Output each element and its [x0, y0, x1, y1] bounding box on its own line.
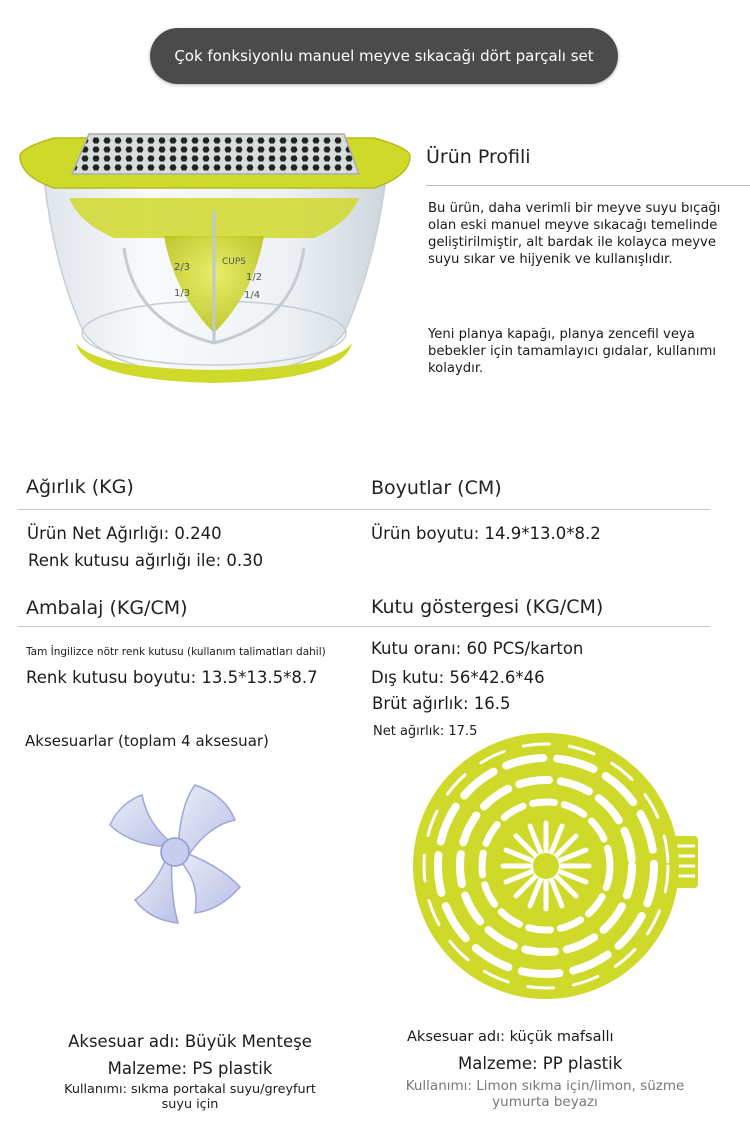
accessory2-usage [390, 1078, 700, 1110]
product-size: Ürün boyutu: 14.9*13.0*8.2 [371, 524, 601, 543]
accessory1-usage-line1: Kullanımı: sıkma portakal suyu/greyfurt [64, 1082, 316, 1097]
carton-ratio: Kutu oranı: 60 PCS/karton [371, 639, 584, 658]
profile-planer-note: Yeni planya kapağı, planya zencefil veya bebekler için tamamlayıcı gıdalar, kullanımı kolaydır. [428, 327, 717, 376]
title-text: Çok fonksiyonlu manuel meyve sıkacağı dört parçalı set [174, 47, 594, 65]
cup-label-1-3: 1/3 [174, 288, 191, 299]
accessory2-usage-line1: Kullanımı: Limon sıkma için/limon, süzme [405, 1078, 685, 1094]
cup-label-2-3: 2/3 [174, 262, 191, 273]
profile-description: Bu ürün, daha verimli bir meyve suyu bıçağı olan eski manuel meyve sıkacağı temelinde geliştirilmiştir, alt bardak ile kolayca meyve suyu sıkar ve hijyenik ve kullanışlıdır. [428, 201, 721, 267]
cup-label-1-4: 1/4 [244, 290, 261, 301]
outer-box: Dış kutu: 56*42.6*46 [371, 668, 545, 687]
packaging-heading: Ambalaj (KG/CM) [26, 597, 188, 619]
juicer-product-image [14, 118, 416, 393]
large-hinge-accessory-image [100, 775, 250, 930]
accessory1-material: Malzeme: PS plastik [107, 1059, 273, 1078]
profile-divider [426, 185, 750, 186]
accessory1-usage-line2: suyu için [161, 1097, 219, 1112]
weight-heading: Ağırlık (KG) [26, 476, 134, 498]
section-divider [18, 626, 710, 627]
cup-label-1-2: 1/2 [246, 272, 263, 283]
accessory2-material: Malzeme: PP plastik [458, 1054, 623, 1073]
section-divider [18, 509, 710, 510]
accessories-heading: Aksesuarlar (toplam 4 aksesuar) [25, 732, 269, 750]
cup-label-cups: CUPS [222, 257, 247, 267]
accessory1-usage [30, 1082, 350, 1112]
profile-title: Ürün Profili [426, 146, 531, 168]
carton-net-weight: Net ağırlık: 17.5 [373, 724, 478, 739]
accessory2-name: Aksesuar adı: küçük mafsallı [407, 1029, 614, 1045]
dimensions-heading: Boyutlar (CM) [371, 477, 502, 499]
color-box-size: Renk kutusu boyutu: 13.5*13.5*8.7 [26, 668, 318, 687]
carton-heading: Kutu göstergesi (KG/CM) [371, 596, 604, 618]
title-banner [150, 28, 618, 84]
accessory2-usage-line2: yumurta beyazı [492, 1094, 598, 1110]
small-joint-accessory-image [405, 728, 700, 1010]
accessory1-name: Aksesuar adı: Büyük Menteşe [68, 1032, 312, 1051]
packaging-note: Tam İngilizce nötr renk kutusu (kullanım talimatları dahil) [26, 646, 326, 658]
net-weight: Ürün Net Ağırlığı: 0.240 [27, 524, 222, 543]
gross-weight: Brüt ağırlık: 16.5 [372, 694, 511, 713]
box-weight: Renk kutusu ağırlığı ile: 0.30 [28, 551, 264, 570]
